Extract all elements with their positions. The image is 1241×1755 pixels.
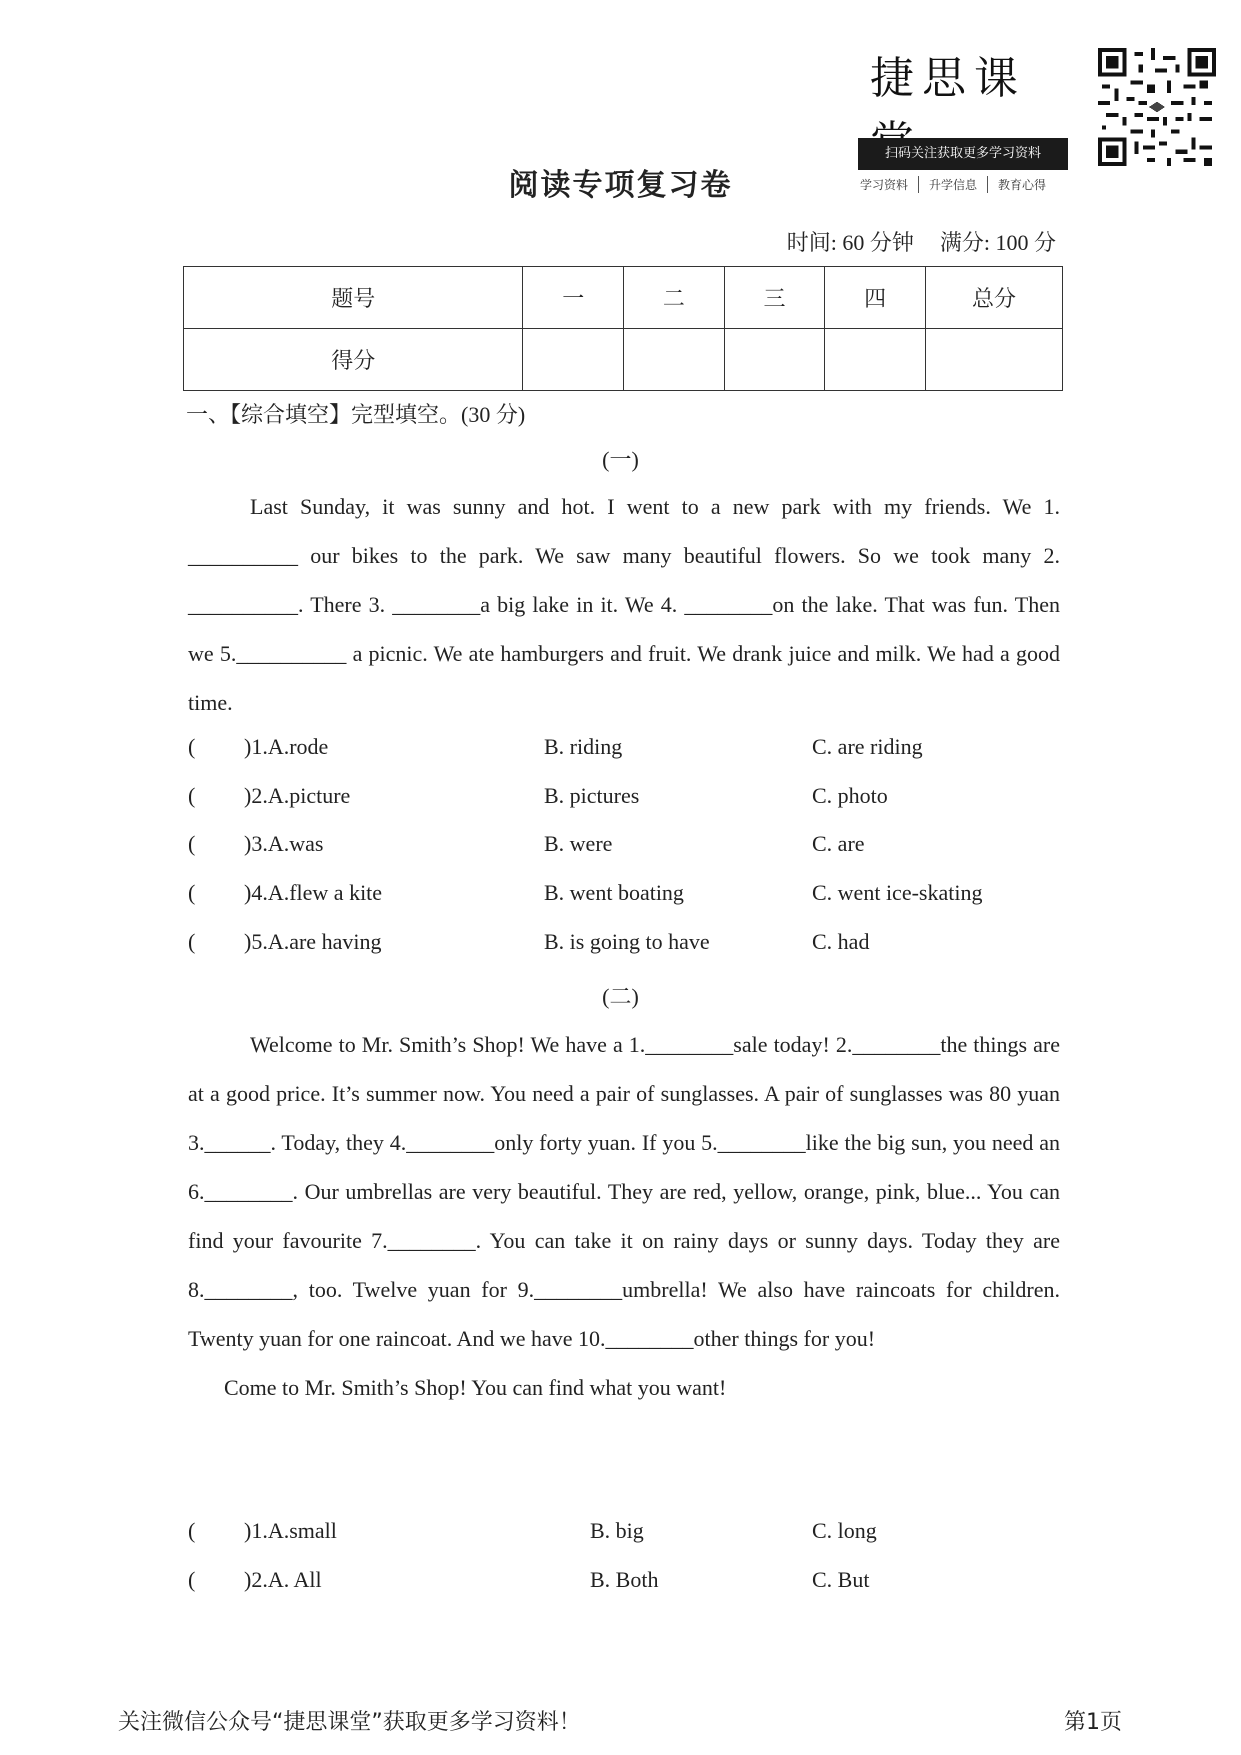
option-c[interactable]: C. went ice-skating [812, 880, 983, 905]
score-table-header-cell: 一 [523, 267, 624, 329]
option-b[interactable]: B. went boating [544, 880, 684, 905]
option-a[interactable]: )2.A. All [244, 1567, 322, 1592]
brand-banner: 扫码关注获取更多学习资料 [858, 138, 1068, 170]
question-row [188, 727, 1068, 767]
option-b[interactable]: B. is going to have [544, 929, 710, 954]
passage-one [188, 482, 1060, 727]
question-row [188, 1511, 1068, 1551]
question-row [188, 824, 1068, 864]
score-table-header-cell: 三 [724, 267, 825, 329]
answer-paren[interactable]: ( [188, 1567, 196, 1592]
option-c[interactable]: C. But [812, 1567, 870, 1592]
question-row [188, 873, 1068, 913]
option-c[interactable]: C. long [812, 1518, 877, 1543]
page-title: 阅读专项复习卷 [508, 168, 733, 203]
option-b[interactable]: B. pictures [544, 783, 640, 808]
question-row [188, 922, 1068, 962]
page-number: 第1页 [1064, 1710, 1122, 1735]
score-table-header-cell: 四 [825, 267, 926, 329]
answer-paren[interactable]: ( [188, 1518, 196, 1543]
brand-tag: 学习资料 [860, 178, 909, 192]
question-row [188, 1560, 1068, 1600]
option-b[interactable]: B. riding [544, 734, 623, 759]
score-row-label: 得分 [184, 329, 523, 391]
section-heading: 一、【综合填空】完型填空。(30 分) [186, 402, 526, 427]
score-cell[interactable] [825, 329, 926, 391]
qr-code-icon[interactable] [1098, 48, 1216, 166]
option-a[interactable]: )3.A.was [244, 831, 324, 856]
option-b[interactable]: B. Both [590, 1567, 659, 1592]
passage-closing: Come to Mr. Smith’s Shop! You can find what you want! [224, 1375, 727, 1400]
score-table-header-cell: 总分 [925, 267, 1062, 329]
answer-paren[interactable]: ( [188, 880, 196, 905]
option-a[interactable]: )5.A.are having [244, 929, 382, 954]
score-table-header-cell: 题号 [184, 267, 523, 329]
footer-text: 关注微信公众号“捷思课堂”获取更多学习资料！ [118, 1710, 581, 1735]
score-cell[interactable] [624, 329, 725, 391]
answer-paren[interactable]: ( [188, 831, 196, 856]
exam-time: 时间: 60 分钟 [786, 230, 914, 255]
option-b[interactable]: B. were [544, 831, 613, 856]
brand-name: 捷思课 [870, 53, 1026, 104]
option-c[interactable]: C. photo [812, 783, 888, 808]
passage-text: Last Sunday, it was sunny and hot. I went to a new park with my friends. We 1. __________ our bikes to the park. We saw many beautiful flowers. So we took many 2. __________. There 3. ________a big lake in it. We 4. ________on the lake. That was fun. Then we 5.__________ a picnic. We ate hamburgers and fruit. We drank juice and milk. We had a good time. [188, 494, 1060, 715]
score-table-header-cell: 二 [624, 267, 725, 329]
option-a[interactable]: )4.A.flew a kite [244, 880, 383, 905]
part-label: (一) [602, 447, 639, 472]
answer-paren[interactable]: ( [188, 734, 196, 759]
score-cell[interactable] [523, 329, 624, 391]
option-c[interactable]: C. are riding [812, 734, 923, 759]
score-table [183, 266, 1063, 391]
score-cell[interactable] [925, 329, 1062, 391]
option-a[interactable]: )1.A.rode [244, 734, 329, 759]
option-c[interactable]: C. are [812, 831, 865, 856]
option-c[interactable]: C. had [812, 929, 870, 954]
score-cell[interactable] [724, 329, 825, 391]
exam-full-score: 满分: 100 分 [939, 230, 1056, 255]
exam-info [787, 226, 1056, 257]
answer-paren[interactable]: ( [188, 783, 196, 808]
passage-text: Welcome to Mr. Smith’s Shop! We have a 1.________sale today! 2.________the things are at a good price. It’s summer now. You need a pair of sunglasses. A pair of sunglasses was 80 yuan 3.______. Today, they 4.________only forty yuan. If you 5.________like the big sun, you need an 6.________. Our umbrellas are very beautiful. They are red, yellow, orange, pink, blue... You can find your favourite 7.________. You can take it on rainy days or sunny days. Today they are 8.________, too. Twelve yuan for 9.________umbrella! We also have raincoats for children. Twenty yuan for one raincoat. And we have 10.________other things for you! [188, 1032, 1060, 1351]
option-a[interactable]: )1.A.small [244, 1518, 337, 1543]
answer-paren[interactable]: ( [188, 929, 196, 954]
brand-tag: 教育心得 [987, 176, 1046, 193]
part-label: (二) [602, 984, 639, 1009]
brand-tag: 升学信息 [918, 176, 977, 193]
score-table-score-row [184, 329, 1063, 391]
question-row [188, 776, 1068, 816]
passage-two [188, 1020, 1060, 1412]
option-b[interactable]: B. big [590, 1518, 644, 1543]
score-table-header-row [184, 267, 1063, 329]
option-a[interactable]: )2.A.picture [244, 783, 351, 808]
